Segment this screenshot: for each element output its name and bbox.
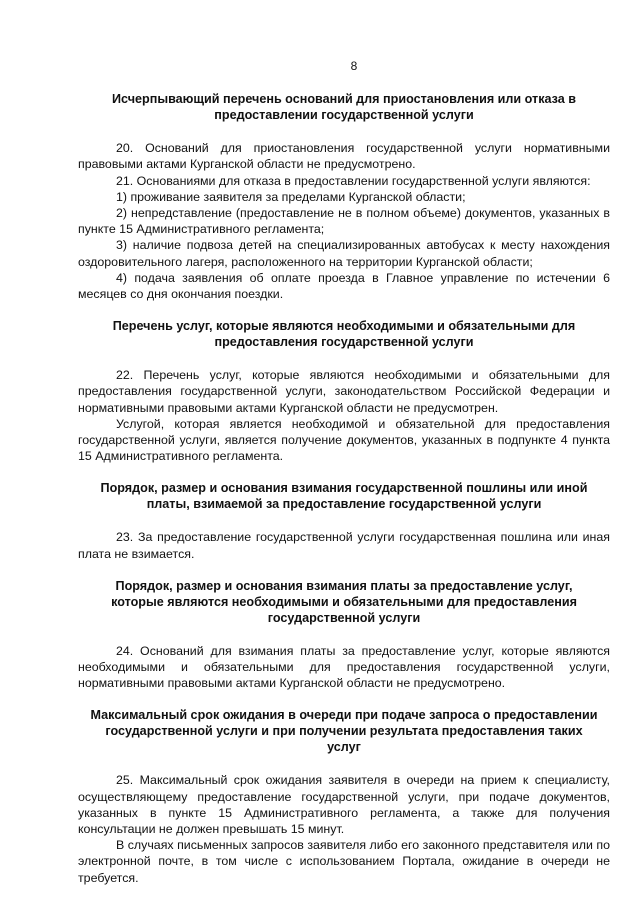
document-page [78, 58, 610, 902]
paragraph: 22. Перечень услуг, которые являются необходимыми и обязательными для предоставления государственной услуги, законодательством Российской Федерации и нормативными правовыми актами Курганской области не предусмотрен. [78, 368, 610, 415]
paragraph: 2) непредставление (предоставление не в полном объеме) документов, указанных в пункте 15 Административного регламента; [78, 206, 610, 237]
section-body [78, 643, 610, 692]
paragraph: 1) проживание заявителя за пределами Курганской области; [116, 189, 466, 204]
section-body [78, 367, 610, 464]
section-heading: Порядок, размер и основания взимания государственной пошлины или иной платы, взимаемой за предоставление государственной услуги [100, 481, 588, 512]
paragraph: Услугой, которая является необходимой и обязательной для предоставления государственной услуги, является получение документов, указанных в подпункте 4 пункта 15 Административного регламента. [78, 416, 610, 464]
paragraph: В случаях письменных запросов заявителя либо его законного представителя или по электронной почте, в том числе с использованием Портала, ожидание в очереди не требуется. [78, 838, 610, 885]
section-body [78, 772, 610, 885]
paragraph: 3) наличие подвоза детей на специализированных автобусах к месту нахождения оздоровительного лагеря, расположенного на территории Курганской области; [78, 238, 610, 269]
page-number: 8 [350, 59, 358, 73]
section-heading: Максимальный срок ожидания в очереди при подаче запроса о предоставлении государственной услуги и при получении результата предоставления таких услуг [90, 708, 598, 755]
section-body [78, 140, 610, 302]
paragraph: 21. Основаниями для отказа в предоставлении государственной услуги являются: [116, 173, 591, 188]
section-heading: Порядок, размер и основания взимания платы за предоставление услуг, которые являются необходимыми и обязательными для предоставления государственной услуги [111, 578, 577, 625]
section-heading: Исчерпывающий перечень оснований для приостановления или отказа в предоставлении государственной услуги [111, 92, 577, 123]
paragraph: 23. За предоставление государственной услуги государственная пошлина или иная плата не взимается. [78, 530, 610, 561]
paragraph: 4) подача заявления об оплате проезда в Главное управление по истечении 6 месяцев со дня окончания поездки. [78, 270, 610, 302]
section-body [78, 529, 610, 561]
paragraph: 25. Максимальный срок ожидания заявителя в очереди на прием к специалисту, осуществляющему предоставление государственной услуги, при подаче документов, указанных в пункте 15 Административного регламента, а также для получения консультации не должен превышать 15 минут. [78, 773, 610, 837]
section-heading: Перечень услуг, которые являются необходимыми и обязательными для предоставления государственной услуги [112, 319, 576, 350]
paragraph: 24. Оснований для взимания платы за предоставление услуг, которые являются необходимыми и обязательными для предоставления государственной услуги, нормативными правовыми актами Курганской области не предусмотрено. [78, 643, 610, 691]
paragraph: 20. Оснований для приостановления государственной услуги нормативными правовыми актами Курганской области не предусмотрено. [78, 141, 610, 172]
